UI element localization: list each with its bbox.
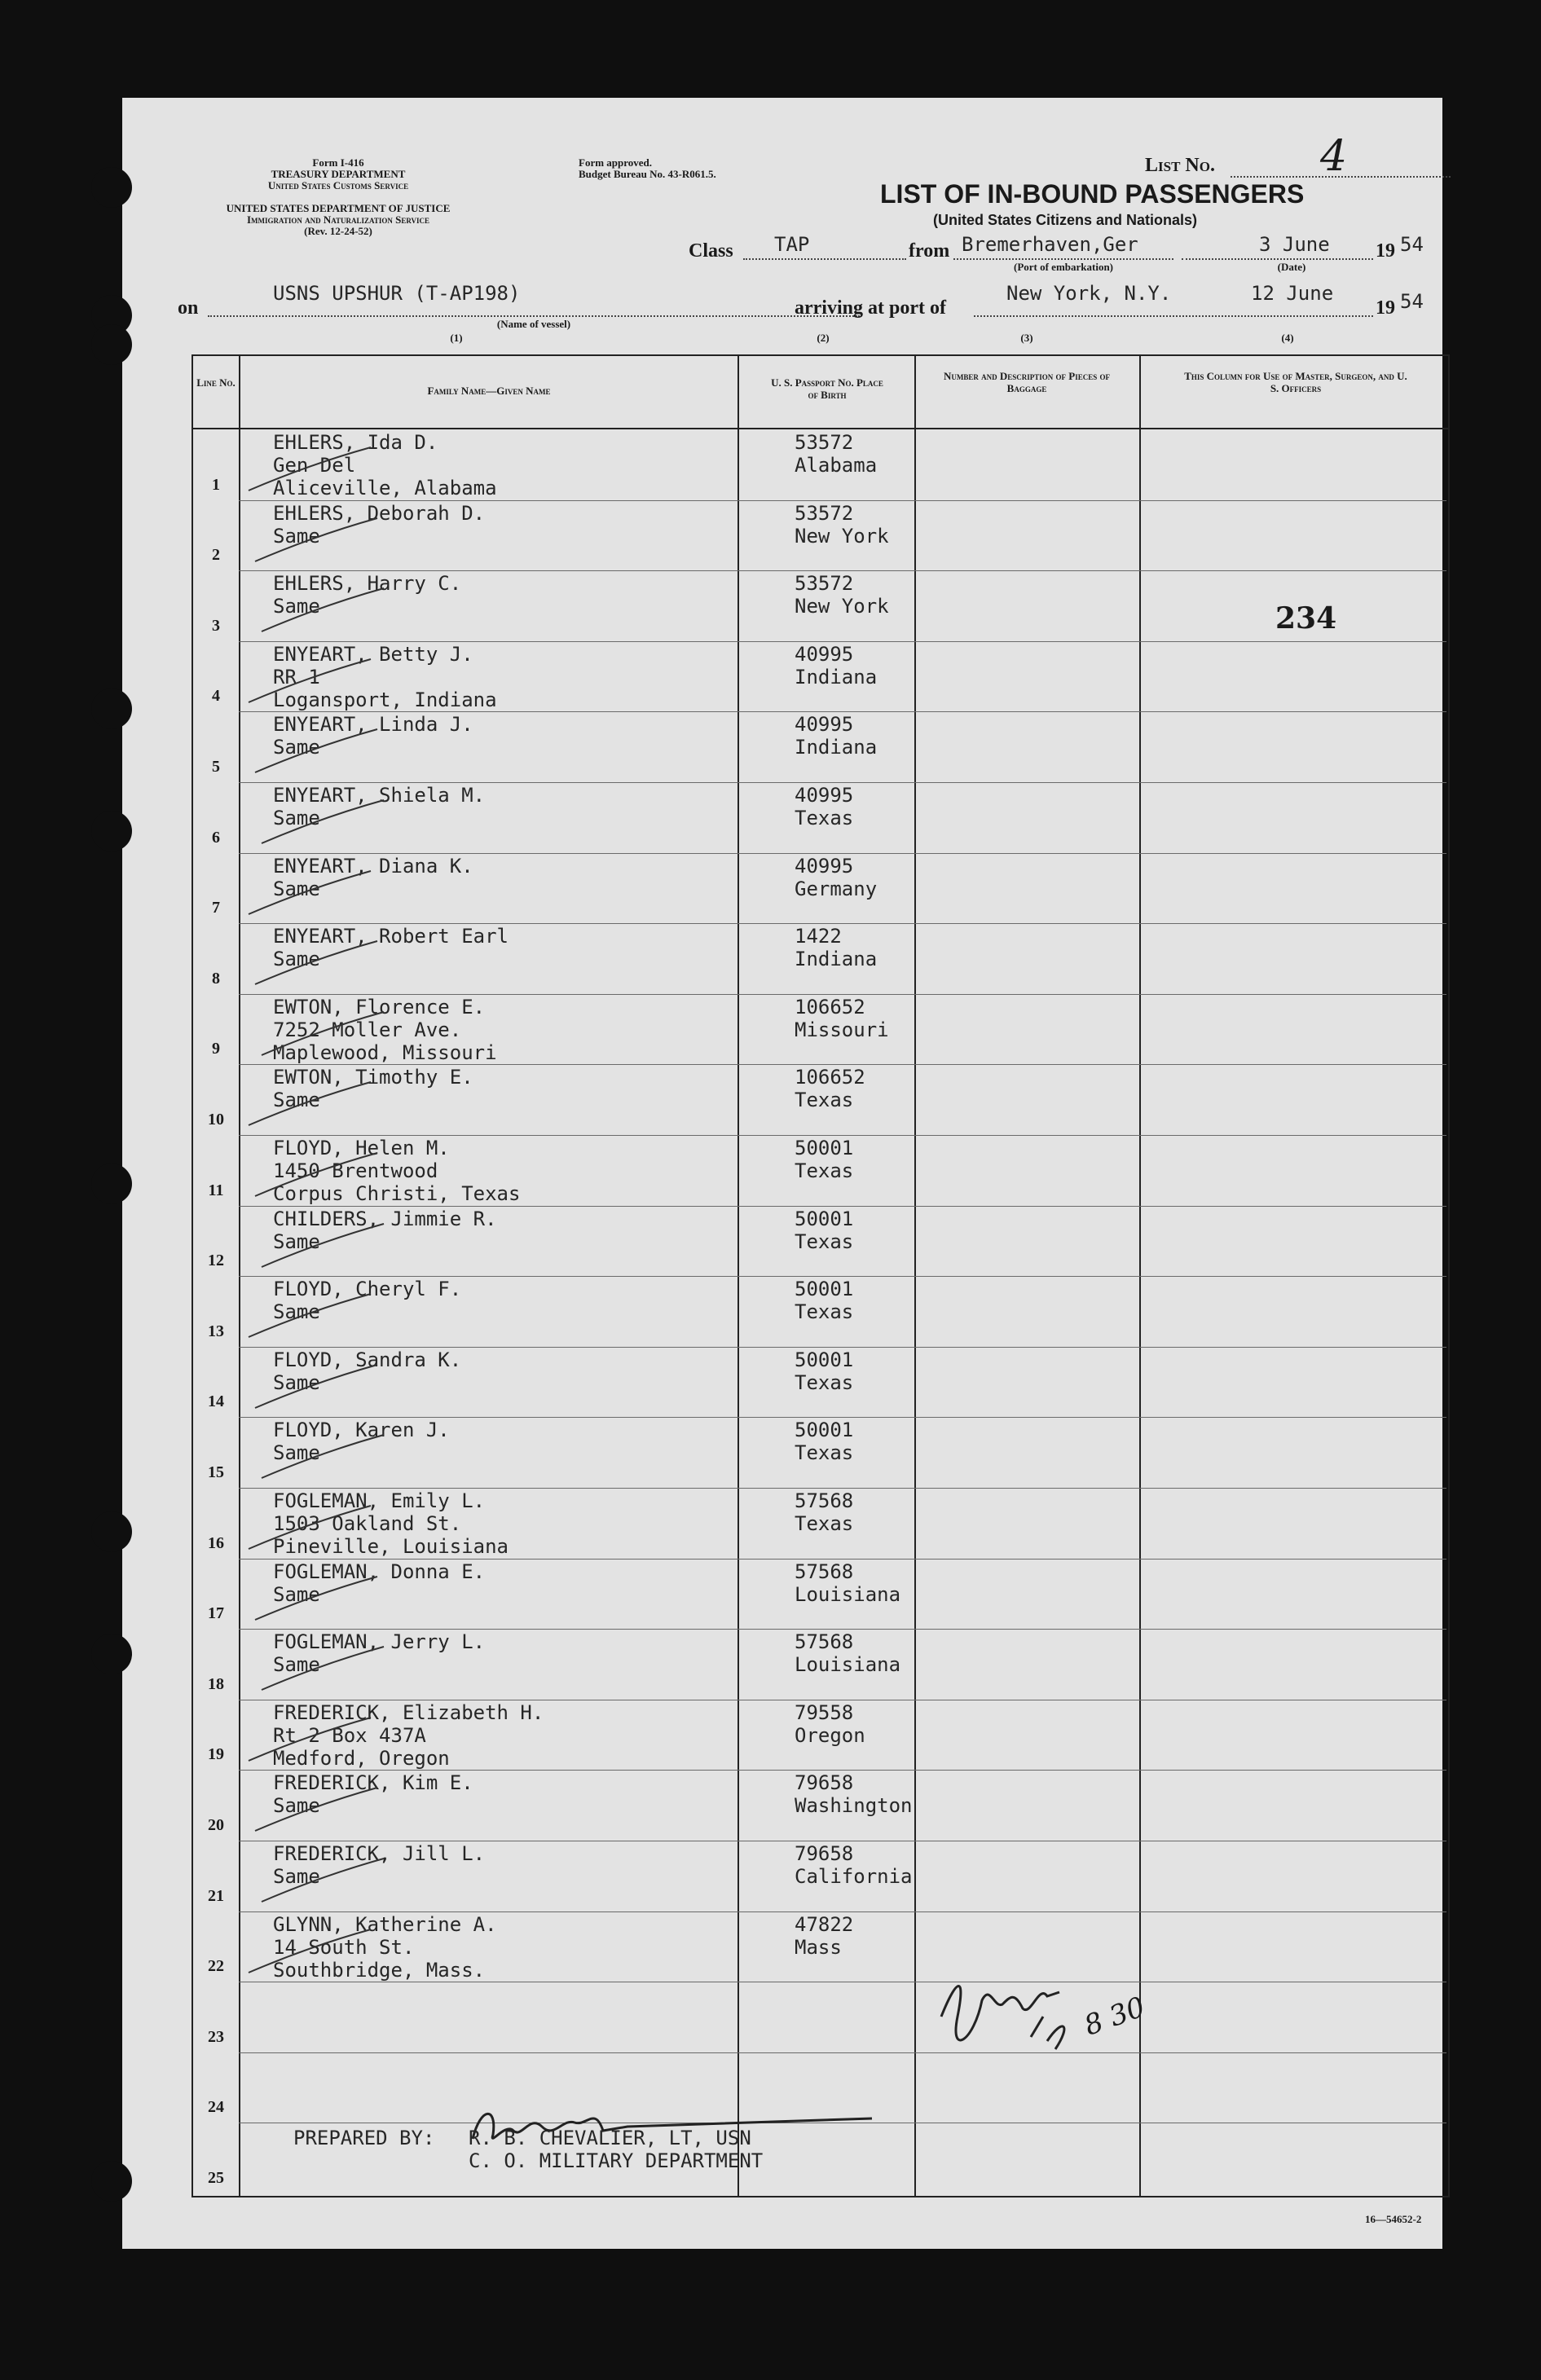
check-mark: [251, 1151, 381, 1200]
passenger-name: FOGLEMAN, Donna E.: [273, 1560, 486, 1583]
passenger-address: 7252 Moller Ave.: [273, 1018, 462, 1041]
row-divider: [239, 782, 1446, 783]
place-of-birth: Texas: [795, 1230, 854, 1253]
passport-number: 50001: [795, 1278, 854, 1301]
place-of-birth: Texas: [795, 1089, 854, 1112]
row-divider: [239, 1488, 1446, 1489]
embarkation-port: Bremerhaven,Ger: [962, 233, 1138, 256]
header-name: Family Name—Given Name: [427, 385, 551, 397]
passenger-name: ENYEART, Robert Earl: [273, 925, 509, 948]
form-approved: Form approved.: [579, 156, 653, 169]
passport-number: 53572: [795, 572, 854, 596]
passport-number: 79558: [795, 1700, 854, 1724]
place-of-birth: Mass: [795, 1935, 842, 1959]
passenger-address: Same: [273, 877, 320, 900]
class-value: TAP: [774, 233, 810, 256]
row-number: 19: [208, 1745, 224, 1764]
passenger-address: Same: [273, 1865, 320, 1888]
place-of-birth: Indiana: [795, 736, 878, 759]
passport-number: 40995: [795, 713, 854, 737]
col-num-4: (4): [1281, 332, 1294, 344]
treasury-dept: TREASURY DEPARTMENT: [271, 168, 406, 180]
manifest-subtitle: (United States Citizens and Nationals): [933, 212, 1198, 228]
passport-number: 57568: [795, 1489, 854, 1512]
row-divider: [239, 1276, 1446, 1277]
manifest-page: [122, 98, 1442, 2249]
vessel-name: USNS UPSHUR (T-AP198): [273, 282, 521, 305]
date-caption: (Date): [1277, 261, 1306, 273]
passenger-address: Corpus Christi, Texas: [273, 1182, 521, 1205]
header-line-no: Line No.: [196, 376, 236, 389]
embarkation-caption: (Port of embarkation): [1013, 261, 1114, 273]
passenger-address: Logansport, Indiana: [273, 688, 497, 711]
passenger-address: Maplewood, Missouri: [273, 1040, 497, 1064]
preparer-department: C. O. MILITARY DEPARTMENT: [469, 2149, 764, 2172]
place-of-birth: Texas: [795, 1370, 854, 1394]
officer-count-stamp: 234: [1275, 601, 1337, 636]
place-of-birth: Oregon: [795, 1723, 865, 1747]
embark-year-prefix: 19: [1376, 240, 1395, 262]
row-number: 6: [212, 828, 220, 847]
row-number: 4: [212, 687, 220, 706]
passenger-name: EHLERS, Ida D.: [273, 431, 438, 454]
passenger-name: EWTON, Timothy E.: [273, 1066, 473, 1089]
place-of-birth: Louisiana: [795, 1653, 901, 1677]
punch-hole: [91, 1634, 132, 1674]
arrival-port: New York, N.Y.: [1006, 282, 1172, 305]
check-mark: [258, 1857, 388, 1906]
row-number: 17: [208, 1604, 224, 1623]
passenger-address: Same: [273, 595, 320, 618]
ins-service: Immigration and Naturalization Service: [246, 213, 430, 226]
preparer-name: R. B. CHEVALIER, LT, USN: [469, 2127, 751, 2149]
manifest-title: LIST OF IN-BOUND PASSENGERS: [880, 179, 1305, 209]
list-no-value: 4: [1320, 132, 1348, 181]
place-of-birth: Indiana: [795, 948, 878, 971]
check-mark: [251, 1363, 381, 1412]
row-number: 9: [212, 1040, 220, 1058]
passenger-name: EWTON, Florence E.: [273, 995, 486, 1018]
passenger-address: Same: [273, 736, 320, 759]
passport-number: 1422: [795, 925, 842, 948]
check-mark: [258, 1010, 388, 1059]
passport-number: 40995: [795, 784, 854, 807]
passenger-address: Gen Del: [273, 454, 356, 477]
place-of-birth: Texas: [795, 1512, 854, 1535]
passenger-name: EHLERS, Harry C.: [273, 572, 462, 596]
header-baggage: Number and Description of Pieces of Baggage: [944, 370, 1110, 394]
check-mark: [251, 1575, 381, 1624]
check-mark: [258, 798, 388, 847]
row-number: 16: [208, 1533, 224, 1552]
passenger-address: Aliceville, Alabama: [273, 477, 497, 499]
passenger-name: ENYEART, Shiela M.: [273, 784, 486, 807]
passenger-address: Same: [273, 1794, 320, 1818]
passport-number: 53572: [795, 431, 854, 454]
check-mark: [244, 1504, 375, 1553]
check-mark: [251, 728, 381, 776]
row-divider: [239, 1347, 1446, 1348]
check-mark: [244, 446, 375, 495]
class-label: Class: [689, 240, 733, 262]
passenger-address: Same: [273, 1089, 320, 1112]
passenger-address: Rt 2 Box 437A: [273, 1723, 426, 1747]
from-label: from: [909, 240, 950, 262]
passport-number: 53572: [795, 501, 854, 525]
row-divider: [239, 1770, 1446, 1771]
row-number: 12: [208, 1252, 224, 1270]
row-number: 22: [208, 1957, 224, 1976]
check-mark: [244, 1928, 375, 1977]
check-mark: [251, 939, 381, 988]
check-mark: [244, 869, 375, 918]
row-number: 25: [208, 2169, 224, 2187]
passport-number: 57568: [795, 1630, 854, 1654]
place-of-birth: Texas: [795, 807, 854, 829]
passport-number: 50001: [795, 1207, 854, 1230]
passenger-name: CHILDERS, Jimmie R.: [273, 1207, 497, 1230]
punch-hole: [91, 324, 132, 365]
punch-hole: [91, 1164, 132, 1204]
passport-number: 79658: [795, 1771, 854, 1795]
passport-number: 50001: [795, 1419, 854, 1442]
passenger-name: FOGLEMAN, Emily L.: [273, 1489, 486, 1512]
punch-hole: [91, 2161, 132, 2202]
row-number: 11: [208, 1181, 224, 1199]
col-num-2: (2): [817, 332, 830, 344]
check-mark: [251, 1786, 381, 1835]
place-of-birth: Alabama: [795, 454, 878, 477]
arrival-year-prefix: 19: [1376, 297, 1395, 319]
vessel-caption: (Name of vessel): [496, 318, 571, 330]
place-of-birth: Texas: [795, 1300, 854, 1324]
on-label: on: [178, 297, 199, 319]
place-of-birth: New York: [795, 524, 889, 548]
passenger-address: Same: [273, 1230, 320, 1253]
passenger-name: FOGLEMAN, Jerry L.: [273, 1630, 486, 1654]
header-passport: U. S. Passport No. Place of Birth: [771, 376, 883, 401]
passport-number: 106652: [795, 1066, 865, 1089]
check-mark: [244, 1080, 375, 1129]
row-number: 7: [212, 899, 220, 917]
passenger-address: Same: [273, 1370, 320, 1394]
row-divider: [239, 1629, 1446, 1630]
form-number: Form I-416: [312, 156, 364, 169]
passport-number: 79658: [795, 1842, 854, 1865]
budget-bureau: Budget Bureau No. 43-R061.5.: [579, 168, 716, 180]
place-of-birth: Missouri: [795, 1018, 889, 1041]
col-num-3: (3): [1020, 332, 1033, 344]
check-mark: [258, 1433, 388, 1482]
passenger-name: FREDERICK, Jill L.: [273, 1842, 486, 1865]
place-of-birth: Louisiana: [795, 1582, 901, 1606]
place-of-birth: California: [795, 1865, 913, 1888]
row-divider: [239, 641, 1446, 642]
passenger-address: 1503 Oakland St.: [273, 1512, 462, 1535]
handwritten-note: 8 30: [1080, 1991, 1150, 2043]
check-mark: [258, 1645, 388, 1694]
passenger-name: ENYEART, Linda J.: [273, 713, 473, 737]
passenger-address: Medford, Oregon: [273, 1746, 450, 1770]
punch-hole: [91, 1511, 132, 1552]
passenger-name: FREDERICK, Kim E.: [273, 1771, 473, 1795]
row-divider: [239, 1135, 1446, 1136]
arrival-year: 54: [1400, 290, 1424, 313]
prepared-by-label: PREPARED BY:: [293, 2127, 435, 2149]
passenger-address: Same: [273, 1653, 320, 1677]
row-number: 14: [208, 1392, 224, 1411]
row-divider: [239, 2052, 1446, 2053]
passenger-name: FREDERICK, Elizabeth H.: [273, 1700, 544, 1724]
check-mark: [258, 1222, 388, 1271]
row-number: 24: [208, 2098, 224, 2117]
row-divider: [239, 1911, 1446, 1912]
row-divider: [239, 923, 1446, 924]
check-mark: [251, 517, 381, 565]
row-divider: [239, 1417, 1446, 1418]
check-mark: [244, 658, 375, 706]
place-of-birth: New York: [795, 595, 889, 618]
row-divider: [239, 1064, 1446, 1065]
row-number: 18: [208, 1674, 224, 1693]
justice-dept: UNITED STATES DEPARTMENT OF JUSTICE: [226, 202, 451, 214]
row-number: 2: [212, 546, 220, 565]
passenger-address: Same: [273, 524, 320, 548]
row-number: 10: [208, 1111, 224, 1128]
passport-number: 40995: [795, 642, 854, 666]
passenger-name: FLOYD, Sandra K.: [273, 1348, 462, 1371]
row-number: 1: [212, 475, 220, 494]
passport-number: 106652: [795, 995, 865, 1018]
passenger-address: Southbridge, Mass.: [273, 1958, 486, 1982]
passenger-address: 1450 Brentwood: [273, 1159, 438, 1182]
row-number: 15: [208, 1463, 224, 1481]
row-number: 8: [212, 969, 220, 988]
check-mark: [258, 587, 388, 636]
punch-hole: [91, 167, 132, 208]
passport-number: 50001: [795, 1348, 854, 1371]
row-number: 13: [208, 1322, 224, 1340]
place-of-birth: Indiana: [795, 665, 878, 688]
row-divider: [239, 570, 1446, 571]
place-of-birth: Germany: [795, 877, 878, 900]
punch-hole: [91, 688, 132, 729]
passenger-name: FLOYD, Karen J.: [273, 1419, 450, 1442]
passenger-address: Pineville, Louisiana: [273, 1535, 509, 1558]
place-of-birth: Washington: [795, 1794, 913, 1818]
arriving-label: arriving at port of: [795, 297, 946, 319]
passenger-name: GLYNN, Katherine A.: [273, 1912, 497, 1936]
row-divider: [239, 853, 1446, 854]
passenger-name: ENYEART, Betty J.: [273, 642, 473, 666]
header-officers: This Column for Use of Master, Surgeon, and U. S. Officers: [1184, 370, 1407, 394]
passenger-address: Same: [273, 1300, 320, 1324]
passenger-address: Same: [273, 1582, 320, 1606]
passenger-address: RR 1: [273, 665, 320, 688]
passenger-name: FLOYD, Helen M.: [273, 1137, 450, 1159]
print-code: 16—54652-2: [1365, 2213, 1422, 2225]
row-divider: [239, 994, 1446, 995]
passport-number: 40995: [795, 854, 854, 878]
col-num-1: (1): [450, 332, 463, 344]
punch-hole: [91, 811, 132, 851]
row-divider: [239, 1559, 1446, 1560]
place-of-birth: Texas: [795, 1441, 854, 1465]
passenger-address: Same: [273, 807, 320, 829]
row-number: 20: [208, 1816, 224, 1834]
embark-year: 54: [1400, 233, 1424, 256]
row-divider: [239, 1206, 1446, 1207]
embark-date: 3 June: [1259, 233, 1330, 256]
arrival-date: 12 June: [1251, 282, 1334, 305]
check-mark: [244, 1716, 375, 1765]
row-number: 5: [212, 758, 220, 776]
row-divider: [239, 711, 1446, 712]
passenger-name: ENYEART, Diana K.: [273, 854, 473, 878]
passport-number: 57568: [795, 1560, 854, 1583]
row-number: 23: [208, 2027, 224, 2046]
row-number: 21: [208, 1886, 224, 1905]
passenger-name: FLOYD, Cheryl F.: [273, 1278, 462, 1301]
passport-number: 47822: [795, 1912, 854, 1936]
row-divider: [239, 500, 1446, 501]
form-revision: (Rev. 12-24-52): [304, 225, 372, 237]
check-mark: [244, 1292, 375, 1341]
passport-number: 50001: [795, 1137, 854, 1159]
passenger-name: EHLERS, Deborah D.: [273, 501, 486, 525]
passenger-address: Same: [273, 1441, 320, 1465]
passenger-address: 14 South St.: [273, 1935, 415, 1959]
list-no-label: List No.: [1145, 155, 1215, 176]
passenger-address: Same: [273, 948, 320, 971]
row-number: 3: [212, 616, 220, 635]
customs-service: United States Customs Service: [267, 179, 409, 191]
place-of-birth: Texas: [795, 1159, 854, 1182]
